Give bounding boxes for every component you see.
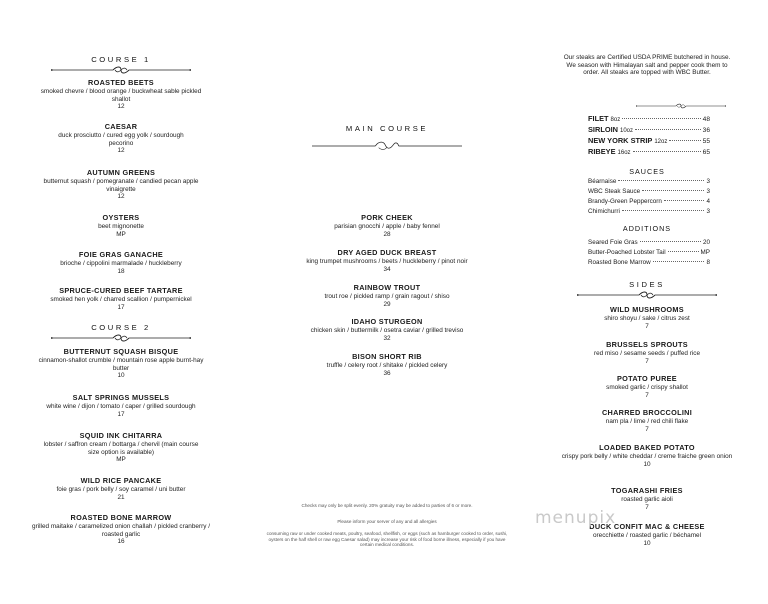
item-name: LOADED BAKED POTATO	[599, 443, 695, 452]
item-price: 10	[117, 372, 125, 380]
item-name: OYSTERS	[102, 213, 140, 222]
course-2-title: COURSE 2	[91, 323, 151, 332]
course-2-flourish-divider	[51, 334, 191, 342]
menu-item	[558, 305, 736, 331]
dot-leader	[664, 200, 705, 201]
menupix-watermark: menupix	[535, 508, 617, 528]
item-price: 7	[645, 391, 649, 399]
item-name: FOIE GRAS GANACHE	[78, 250, 164, 259]
item-name: WILD RICE PANCAKE	[80, 476, 162, 485]
dot-leader	[653, 261, 705, 262]
steak-size: 8oz	[610, 117, 621, 123]
item-description: beet mignonette	[98, 223, 144, 230]
steak-name: RIBEYE	[588, 147, 616, 156]
item-name: BUTTERNUT SQUASH BISQUE	[63, 347, 179, 356]
item-price: 32	[383, 334, 391, 342]
item-description: cinnamon-shallot crumble / mountain rose apple burnt-hay butter	[38, 357, 204, 372]
item-price: 12	[117, 103, 125, 111]
item-price: 7	[645, 322, 649, 330]
item-price: 16	[117, 538, 125, 546]
item-price: 21	[117, 493, 125, 501]
addition-price: MP	[700, 249, 710, 256]
item-price: 12	[117, 193, 125, 201]
item-price: 17	[117, 303, 125, 311]
item-description: crispy pork belly / white cheddar / creme fraiche green onion	[561, 453, 733, 460]
item-name: PORK CHEEK	[361, 213, 413, 222]
addition-name: Roasted Bone Marrow	[588, 259, 651, 266]
item-name: ROASTED BEETS	[88, 78, 154, 87]
menu-item	[256, 248, 518, 274]
sauce-row	[588, 188, 710, 195]
sauce-name: Béarnaise	[588, 178, 617, 185]
addition-row	[588, 249, 710, 256]
sauce-name: Chimichurri	[588, 208, 620, 215]
item-description: parisian gnocchi / apple / baby fennel	[334, 223, 440, 230]
steak-size: 10oz	[619, 128, 633, 134]
menu-item	[18, 78, 224, 111]
menu-item	[18, 393, 224, 419]
sauce-row	[588, 208, 710, 215]
steak-size: 12oz	[654, 139, 668, 145]
item-price: 28	[383, 230, 391, 238]
addition-price: 20	[702, 239, 710, 246]
sauce-name: WBC Steak Sauce	[588, 188, 641, 195]
item-price: 7	[645, 503, 649, 511]
menu-item	[18, 250, 224, 276]
item-name: BRUSSELS SPROUTS	[606, 340, 688, 349]
item-description: smoked hen yolk / charred scallion / pumpernickel	[50, 296, 192, 303]
item-name: TOGARASHI FRIES	[611, 486, 683, 495]
steak-price: 55	[702, 138, 710, 145]
item-name: DUCK CONFIT MAC & CHEESE	[589, 522, 705, 531]
item-description: foie gras / pork belly / soy caramel / uni butter	[56, 486, 186, 493]
menu-item	[18, 286, 224, 312]
dot-leader	[635, 129, 701, 130]
sides-flourish-divider	[577, 291, 717, 299]
menu-item	[558, 374, 736, 400]
item-description: king trumpet mushrooms / beets / huckleberry / pinot noir	[306, 258, 468, 265]
item-description: nam pla / lime / red chili flake	[605, 418, 689, 425]
item-description: smoked chevre / blood orange / buckwheat sable pickled shallot	[40, 88, 202, 103]
item-name: CAESAR	[104, 122, 138, 131]
item-description: white wine / dijon / tomato / caper / grilled sourdough	[46, 403, 196, 410]
menu-item	[18, 213, 224, 239]
course-1-title: COURSE 1	[91, 55, 151, 64]
gratuity-note: Checks may only be split evenly. 20% gratuity may be added to parties of 6 or more.	[301, 503, 473, 508]
sauce-row	[588, 198, 710, 205]
item-name: BISON SHORT RIB	[352, 352, 422, 361]
menu-item	[18, 168, 224, 201]
menu-item	[558, 340, 736, 366]
sauce-price: 4	[706, 198, 710, 205]
item-description: roasted garlic aioli	[621, 496, 673, 503]
addition-price: 8	[706, 259, 710, 266]
item-description: shiro shoyu / sake / citrus zest	[604, 315, 690, 322]
item-name: SPRUCE-CURED BEEF TARTARE	[59, 286, 183, 295]
dot-leader	[640, 241, 701, 242]
main-course-title: MAIN COURSE	[345, 124, 429, 133]
steak-size: 16oz	[617, 150, 631, 156]
allergy-note: Please inform your server of any and all allergies	[337, 519, 437, 524]
item-description: lobster / saffron cream / bottarga / chervil (main course size option is available)	[43, 441, 199, 456]
item-name: SALT SPRINGS MUSSELS	[72, 393, 170, 402]
addition-name: Butter-Poached Lobster Tail	[588, 249, 666, 256]
item-price: 18	[117, 267, 125, 275]
dot-leader	[622, 210, 705, 211]
item-price: MP	[116, 456, 126, 464]
dot-leader	[633, 151, 701, 152]
steak-price: 48	[702, 116, 710, 123]
item-description: grilled maitake / caramelized onion challah / pickled cranberry / roasted garlic	[32, 523, 210, 538]
menu-item	[18, 513, 224, 546]
menu-item	[256, 213, 518, 239]
dot-leader	[622, 118, 700, 119]
item-price: 10	[643, 460, 651, 468]
item-name: SQUID INK CHITARRA	[79, 431, 163, 440]
menu-item	[256, 283, 518, 309]
item-price: 17	[117, 410, 125, 418]
menu-item	[256, 352, 518, 378]
item-price: MP	[116, 230, 126, 238]
dot-leader	[668, 251, 699, 252]
steak-name: FILET	[588, 114, 609, 123]
sauces-title: SAUCES	[629, 167, 665, 176]
menu-item	[18, 431, 224, 464]
item-price: 29	[383, 300, 391, 308]
steak-price: 36	[702, 127, 710, 134]
sauce-price: 3	[706, 208, 710, 215]
steak-row	[588, 136, 710, 145]
item-name: ROASTED BONE MARROW	[70, 513, 172, 522]
menu-item	[558, 443, 736, 469]
item-description: trout roe / pickled ramp / grain ragout / shiso	[324, 293, 450, 300]
addition-name: Seared Foie Gras	[588, 239, 638, 246]
item-name: AUTUMN GREENS	[86, 168, 156, 177]
additions-title: ADDITIONS	[622, 224, 672, 233]
item-name: CHARRED BROCCOLINI	[601, 408, 693, 417]
steak-intro: Our steaks are Certified USDA PRIME butchered in house. We season with Himalayan salt and pepper cook them to order. All steaks are topped with WBC Butter.	[563, 54, 731, 77]
dot-leader	[618, 180, 704, 181]
item-price: 36	[383, 369, 391, 377]
item-description: chicken skin / buttermilk / osetra caviar / grilled treviso	[310, 327, 464, 334]
steak-name: NEW YORK STRIP	[588, 136, 653, 145]
item-price: 34	[383, 265, 391, 273]
item-description: duck prosciutto / cured egg yolk / sourdough pecorino	[58, 132, 184, 147]
item-description: butternut squash / pomegranate / candied pecan apple vinaigrette	[43, 178, 199, 193]
menu-item	[18, 347, 224, 380]
dot-leader	[669, 140, 700, 141]
item-description: brioche / cippolini marmalade / huckleberry	[60, 260, 182, 267]
course-1-flourish-divider	[51, 66, 191, 74]
menu-item	[18, 122, 224, 155]
steak-row	[588, 114, 710, 123]
item-name: RAINBOW TROUT	[353, 283, 421, 292]
dot-leader	[642, 190, 704, 191]
menu-item	[18, 476, 224, 502]
item-name: IDAHO STURGEON	[351, 317, 423, 326]
sauce-name: Brandy-Green Peppercorn	[588, 198, 662, 205]
item-price: 7	[645, 357, 649, 365]
menu-item	[256, 317, 518, 343]
sides-title: SIDES	[629, 280, 665, 289]
sauce-price: 3	[706, 188, 710, 195]
item-description: truffle / celery root / shitake / pickled celery	[326, 362, 448, 369]
item-description: orecchiette / roasted garlic / béchamel	[593, 532, 701, 539]
menu-item	[558, 408, 736, 434]
steak-flourish-divider	[636, 102, 726, 110]
steak-name: SIRLOIN	[588, 125, 618, 134]
main-course-ornament	[312, 140, 462, 152]
sauce-price: 3	[706, 178, 710, 185]
item-name: POTATO PUREE	[617, 374, 677, 383]
addition-row	[588, 259, 710, 266]
item-price: 10	[643, 539, 651, 547]
item-price: 7	[645, 425, 649, 433]
item-name: DRY AGED DUCK BREAST	[337, 248, 437, 257]
steak-row	[588, 147, 710, 156]
item-price: 12	[117, 147, 125, 155]
steak-row	[588, 125, 710, 134]
item-name: WILD MUSHROOMS	[610, 305, 684, 314]
addition-row	[588, 239, 710, 246]
item-description: smoked garlic / crispy shallot	[606, 384, 688, 391]
sauce-row	[588, 178, 710, 185]
steak-price: 65	[702, 149, 710, 156]
food-safety-warning: consuming raw or under cooked meats, poultry, seafood, shellfish, or eggs (such as hamburger cooked to order, sushi, oysters on the half shell or raw egg Caesar salad) may increase your risk of food borne illness, especially if you have certain medical conditions.	[266, 531, 508, 548]
item-description: red miso / sesame seeds / puffed rice	[593, 350, 701, 357]
